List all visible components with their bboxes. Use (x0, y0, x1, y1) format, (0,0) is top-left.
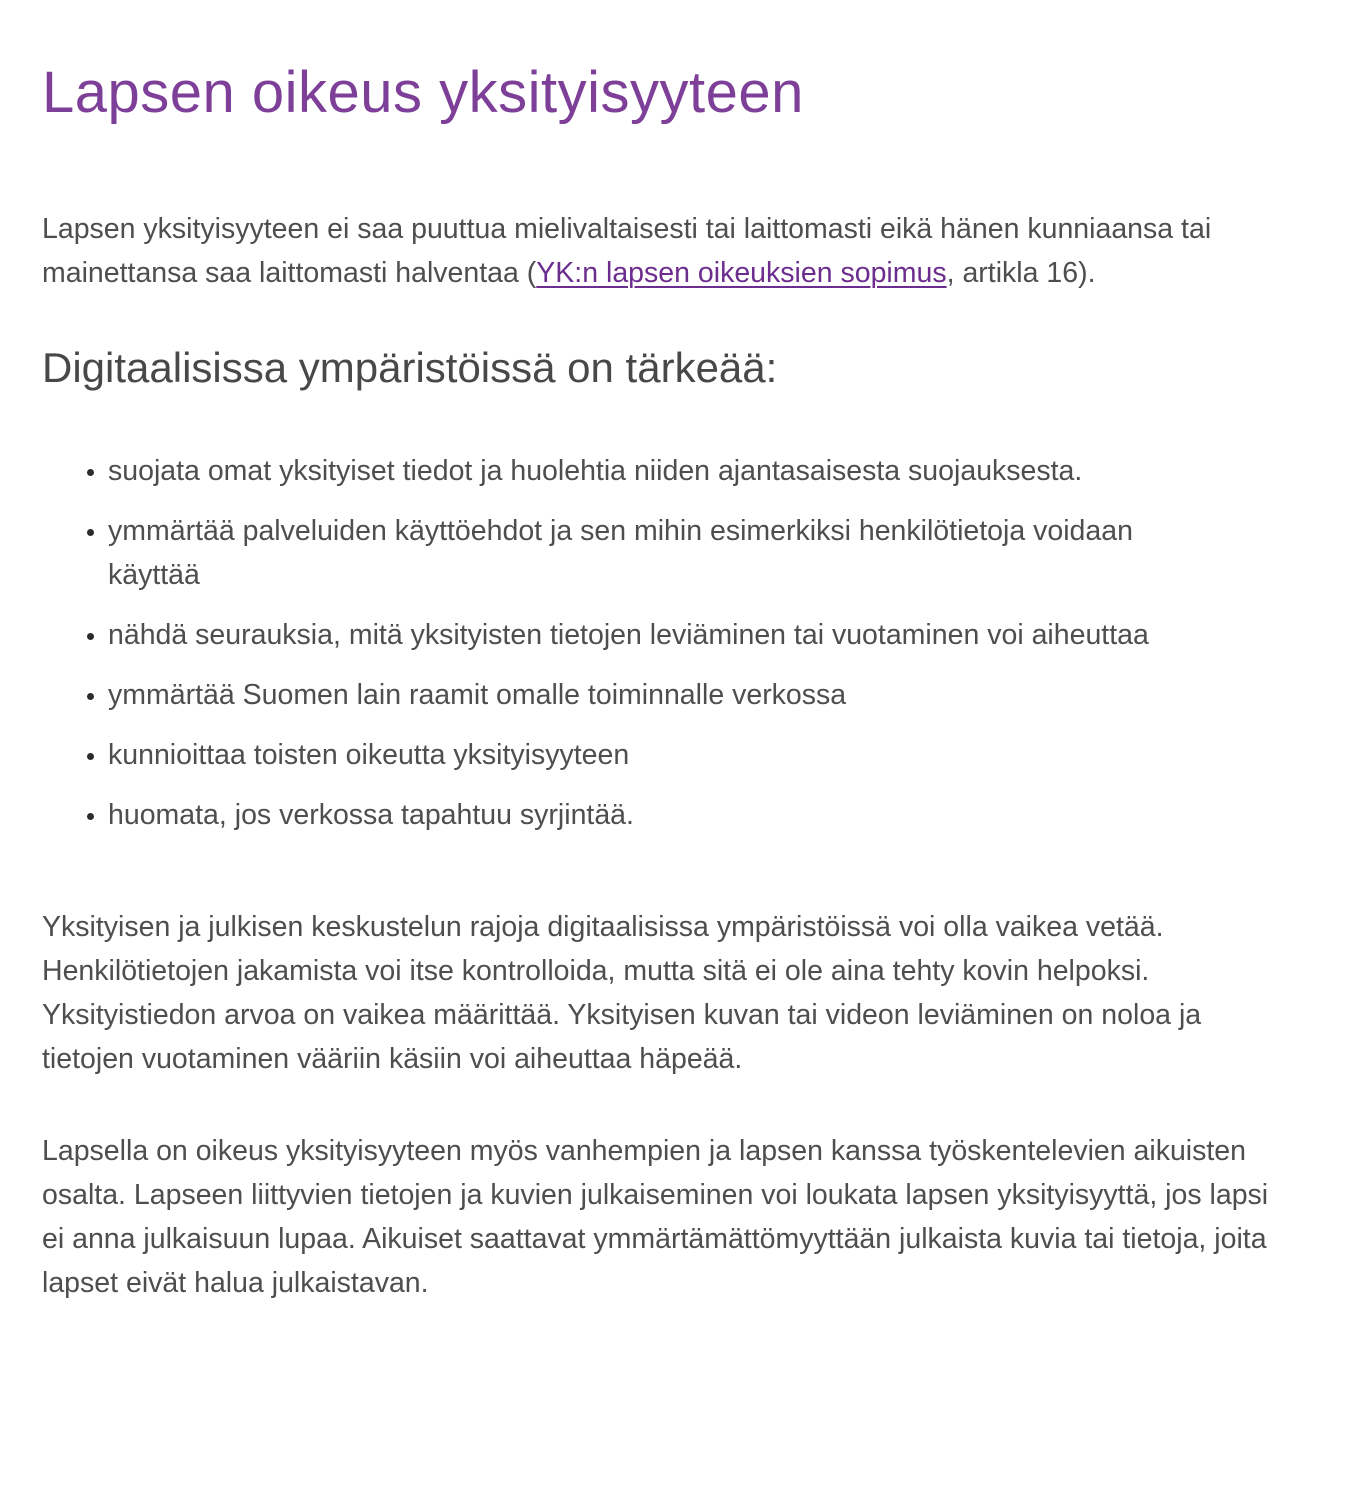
list-item: • ymmärtää palveluiden käyttöehdot ja sen mihin esimerkiksi henkilötietoja voidaan käyttää (108, 509, 1222, 597)
list-item: • kunnioittaa toisten oikeutta yksityisyyteen (108, 733, 1222, 777)
article-content (42, 60, 1282, 1325)
list-item: • nähdä seurauksia, mitä yksityisten tietojen leviäminen tai vuotaminen voi aiheuttaa (108, 613, 1222, 657)
list-item: • suojata omat yksityiset tiedot ja huolehtia niiden ajantasaisesta suojauksesta. (108, 449, 1222, 493)
important-list (42, 449, 1222, 837)
list-item: • ymmärtää Suomen lain raamit omalle toiminnalle verkossa (108, 673, 1222, 717)
child-rights-adults-paragraph: Lapsella on oikeus yksityisyyteen myös vanhempien ja lapsen kanssa työskentelevien aikuisten osalta. Lapseen liittyvien tietojen ja kuvien julkaiseminen voi loukata lapsen yksityisyyttä, jos lapsi ei anna julkaisuun lupaa. Aikuiset saattavat ymmärtämättömyyttään julkaista kuvia tai tietoja, joita lapset eivät halua julkaistavan. (42, 1135, 1269, 1300)
intro-paragraph (42, 207, 1277, 295)
privacy-boundaries-paragraph: Yksityisen ja julkisen keskustelun rajoja digitaalisissa ympäristöissä voi olla vaikea vetää. Henkilötietojen jakamista voi itse kontrolloida, mutta sitä ei ole aina tehty kovin helpoksi. Yksityistiedon arvoa on vaikea määrittää. Yksityisen kuvan tai videon leviäminen on noloa ja tietojen vuotaminen vääriin käsiin voi aiheuttaa häpeää. (42, 911, 1202, 1076)
intro-text-after-link: , artikla 16). (946, 256, 1096, 289)
list-item: • huomata, jos verkossa tapahtuu syrjintää. (108, 793, 1222, 837)
intro-text-before-link: Lapsen yksityisyyteen ei saa puuttua mielivaltaisesti tai laittomasti eikä hänen kunniaansa tai mainettansa saa laittomasti halventaa ( (42, 212, 1212, 289)
section-heading: Digitaalisissa ympäristöissä on tärkeää: (42, 343, 778, 391)
page-title: Lapsen oikeus yksityisyyteen (42, 60, 804, 125)
un-crc-convention-link[interactable]: YK:n lapsen oikeuksien sopimus (536, 256, 947, 289)
